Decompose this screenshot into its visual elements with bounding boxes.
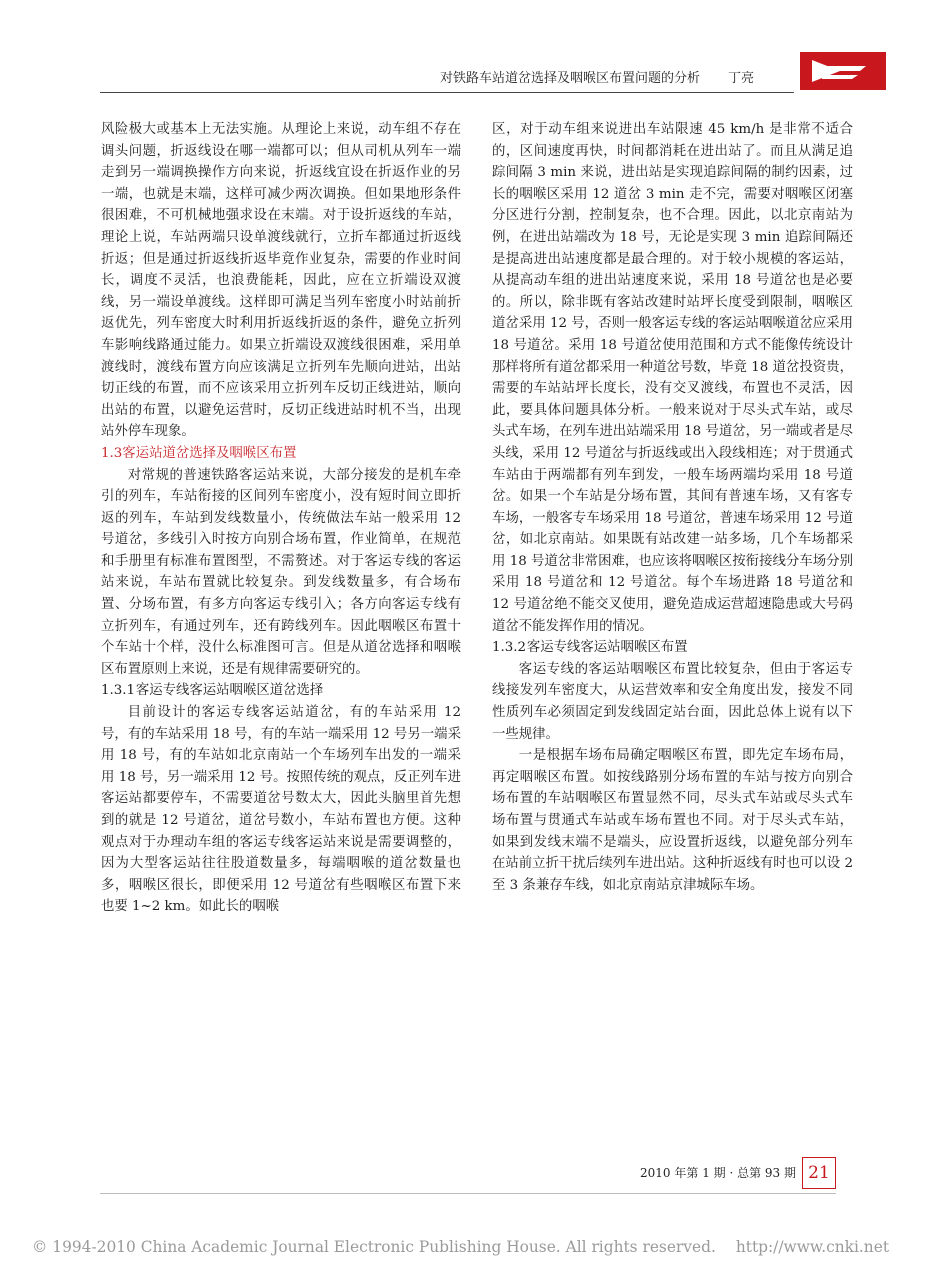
journal-logo	[800, 52, 886, 90]
footer-rule	[100, 1193, 836, 1194]
cnki-url[interactable]: http://www.cnki.net	[735, 1238, 889, 1256]
header-rule	[100, 92, 794, 93]
body-paragraph: 一是根据车场布局确定咽喉区布置，即先定车场布局，再定咽喉区布置。如按线路别分场布置的车站与按方向别合场布置的车站咽喉区布置显然不同，尽头式车站或尽头式车场布置与贯通式车站或车场布置也不同。对于尽头式车站，如果到发线末端不是端头，应设置折返线，以避免部分列车在站前立折干扰后续列车进出站。这种折返线有时也可以设 2 至 3 条兼存车线，如北京南站京津城际车场。	[492, 748, 853, 893]
section-heading-1-3-1	[101, 680, 461, 702]
body-paragraph: 区，对于动车组来说进出车站限速 45 km/h 是非常不适合的，区间速度再快，时间都消耗在进出站了。而且从满足追踪间隔 3 min 来说，进出站是实现追踪间隔的制约因素，过长的咽喉区采用 12 道岔 3 min 走不完，需要对咽喉区闭塞分区进行分割，控制复杂，也不合理。因此，以北京南站为例，在进出站端改为 18 号，无论是实现 3 min 追踪间隔还是提高进出站速度都是最合理的。对于较小规模的客运站，从提高动车组的进出站速度来说，采用 18 号道岔也是必要的。所以，除非既有客站改建时站坪长度受到限制，咽喉区道岔采用 12 号，否则一般客运专线的客运站咽喉道岔应采用 18 号道岔。采用 18 号道岔使用范围和方式不能像传统设计那样将所有道岔都采用一种道岔号数，毕竟 18 道岔投资贵，需要的车站站坪长度长，没有交叉渡线，布置也不灵活，因此，要具体问题具体分析。一般来说对于尽头式车站，或尽头式车场，在列车进出站端采用 18 号道岔，另一端或者是尽头线，采用 12 号道岔与折返线或出入段线相连；对于贯通式车站由于两端都有列车到发，一般车场两端均采用 18 号道岔。如果一个车站是分场布置，其间有普速车场，又有客专车场，一般客专车场采用 18 号道岔，普速车场采用 12 号道岔，如北京南站。如果既有站改建一站多场，几个车场都采用 18 号道岔非常困难，也应该将咽喉区按衔接线分车场分别采用 18 号道岔和 12 号道岔。每个车场进路 18 号道岔和 12 号道岔绝不能交叉使用，避免造成运营超速隐患或大号码道岔不能发挥作用的情况。	[492, 122, 853, 634]
section-number: 1.3.1	[101, 683, 136, 699]
page-number: 21	[802, 1157, 836, 1189]
author-name: 丁亮	[727, 71, 754, 86]
section-title: 客运专线客运站咽喉区道岔选择	[135, 683, 324, 699]
article-title-running: 对铁路车站道岔选择及咽喉区布置问题的分析	[439, 71, 700, 86]
issue-info: 2010 年第 1 期 · 总第 93 期	[640, 1166, 796, 1180]
body-paragraph: 风险极大或基本上无法实施。从理论上来说，动车组不存在调头问题，折返线设在哪一端都可以；但从司机从列车一端走到另一端调换操作方向来说，折返线宜设在折返作业的另一端，也就是末端，这样可减少两次调换。但如果地形条件很困难，不可机械地强求设在末端。对于设折返线的车站，理论上说，车站两端只设单渡线就行，立折车都通过折返线折返；但是通过折返线折返毕竟作业复杂，需要的作业时间长，调度不灵活，也浪费能耗，因此，应在立折端设双渡线，另一端设单渡线。这样即可满足当列车密度小时站前折返优先，列车密度大时利用折返线折返的条件，避免立折列车影响线路通过能力。如果立折端设双渡线很困难，采用单渡线时，渡线布置方向应该满足立折列车先顺向进站，出站切正线的布置，而不应该采用立折列车反切正线进站，顺向出站的布置，以避免运营时，反切正线进站时机不当，出现站外停车现象。	[101, 122, 461, 440]
body-paragraph: 目前设计的客运专线客运站道岔，有的车站采用 12 号，有的车站采用 18 号，有的车站一端采用 12 号另一端采用 18 号，有的车站如北京南站一个车场列车出发的一端采用 18 号，另一端采用 12 号。按照传统的观点，反正列车进客运站都要停车，不需要道岔号数太大，因此头脑里首先想到的就是 12 号道岔，道岔号数小，车站布置也方便。这种观点对于办理动车组的客运专线客运站来说是需要调整的，因为大型客运站往往股道数量多，每端咽喉的道岔数量也多，咽喉区很长，即便采用 12 号道岔有些咽喉区布置下来也要 1~2 km。如此长的咽喉	[101, 705, 461, 915]
right-column	[492, 119, 853, 896]
body-paragraph: 对常规的普速铁路客运站来说，大部分接发的是机车牵引的列车，车站衔接的区间列车密度小，没有短时间立即折返的列车，车站到发线数量小，传统做法车站一般采用 12 号道岔，多线引入时按方向别合场布置，作业简单，在规范和手册里有标准布置图型，不需赘述。对于客运专线的客运站来说，车站布置就比较复杂。到发线数量多，有合场布置、分场布置，有多方向客运专线引入；各方向客运专线有立折列车，有通过列车，还有跨线列车。因此咽喉区布置十个车站十个样，没什么标准图可言。但是从道岔选择和咽喉区布置原则上来说，还是有规律需要研究的。	[101, 467, 461, 677]
copyright-notice	[32, 1236, 932, 1258]
section-title: 客运专线客运站咽喉区布置	[526, 640, 688, 656]
section-number: 1.3	[101, 445, 123, 461]
section-number: 1.3.2	[492, 640, 527, 656]
left-column	[101, 119, 461, 918]
section-heading-1-3	[101, 443, 461, 465]
body-paragraph: 客运专线的客运站咽喉区布置比较复杂，但由于客运专线接发列车密度大，从运营效率和安全角度出发，接发不同性质列车必须固定到发线固定站台面，因此总体上说有以下一些规律。	[492, 661, 853, 742]
section-heading-1-3-2	[492, 637, 853, 659]
section-title: 客运站道岔选择及咽喉区布置	[122, 445, 297, 461]
copyright-text: © 1994-2010 China Academic Journal Electronic Publishing House. All rights reserved.	[32, 1238, 716, 1256]
running-header	[220, 70, 754, 88]
journal-logo-icon	[800, 52, 886, 90]
